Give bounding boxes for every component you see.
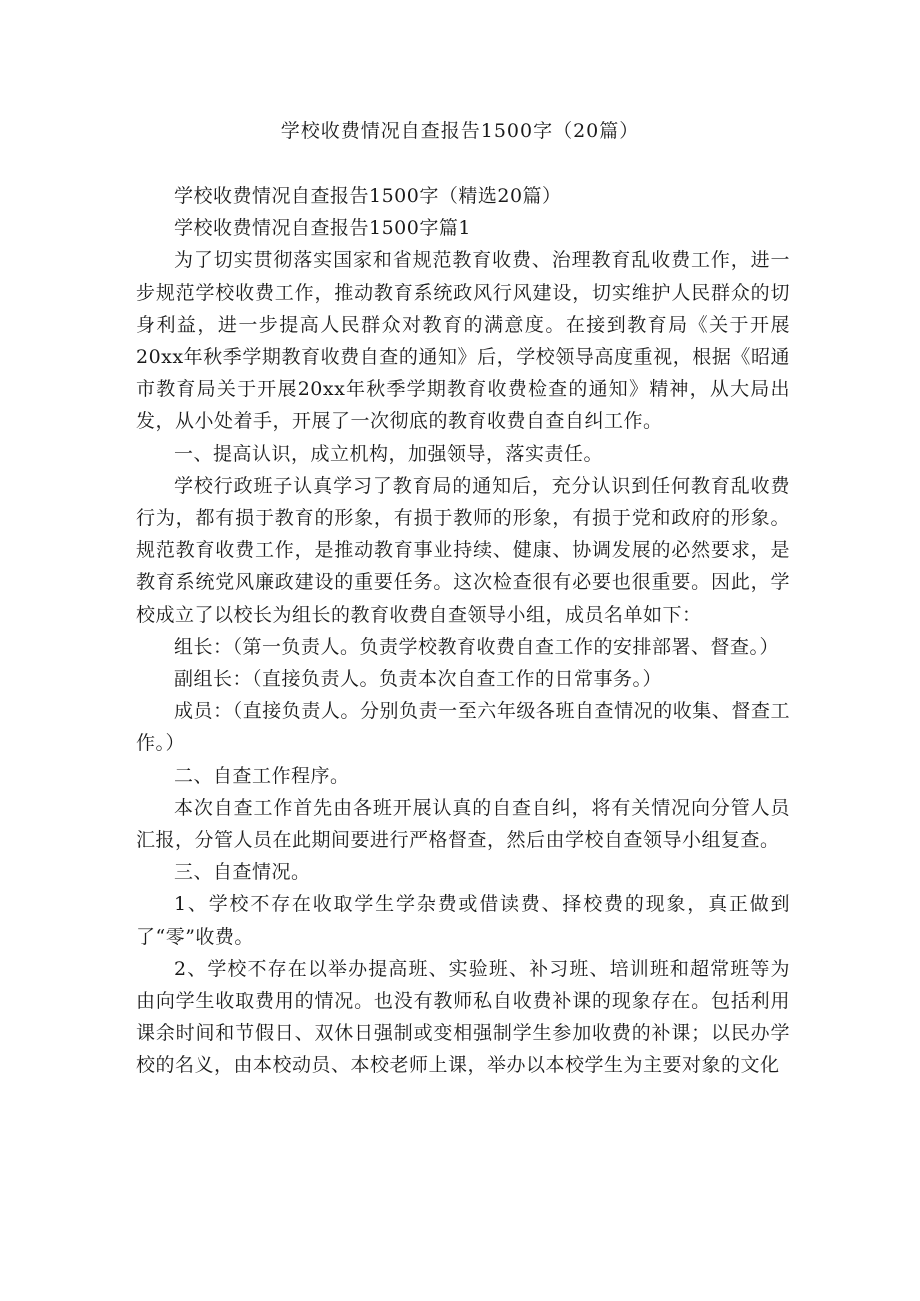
- paragraph: 为了切实贯彻落实国家和省规范教育收费、治理教育乱收费工作，进一步规范学校收费工作，推动教育系统政风行风建设，切实维护人民群众的切身利益，进一步提高人民群众对教育的满意度。在接到教育局《关于开展20xx年秋季学期教育收费自查的通知》后，学校领导高度重视，根据《昭通市教育局关于开展20xx年秋季学期教育收费检查的通知》精神，从大局出发，从小处着手，开展了一次彻底的教育收费自查自纠工作。: [136, 249, 790, 433]
- paragraph: 组长：（第一负责人。负责学校教育收费自查工作的安排部署、督查。）: [174, 635, 780, 658]
- paragraph: 副组长：（直接负责人。负责本次自查工作的日常事务。）: [174, 668, 663, 691]
- paragraph: 学校行政班子认真学习了教育局的通知后，充分认识到任何教育乱收费行为，都有损于教育的形象，有损于教师的形象，有损于党和政府的形象。规范教育收费工作，是推动教育事业持续、健康、协调发展的必然要求，是教育系统党风廉政建设的重要任务。这次检查很有必要也很重要。因此，学校成立了以校长为组长的教育收费自查领导小组，成员名单如下：: [136, 474, 790, 626]
- paragraph: 学校收费情况自查报告1500字篇1: [174, 217, 471, 240]
- paragraph: 成员：（直接负责人。分别负责一至六年级各班自查情况的收集、督查工作。）: [136, 700, 790, 755]
- section-heading: 一、提高认识，成立机构，加强领导，落实责任。: [174, 442, 604, 465]
- paragraph: 本次自查工作首先由各班开展认真的自查自纠，将有关情况向分管人员汇报，分管人员在此期间要进行严格督查，然后由学校自查领导小组复查。: [136, 796, 790, 852]
- section-heading: 二、自查工作程序。: [174, 764, 350, 787]
- document-title: 学校收费情况自查报告1500字（20篇）: [280, 120, 640, 142]
- paragraph: 1、学校不存在收取学生学杂费或借读费、择校费的现象，真正做到了“零”收费。: [136, 893, 790, 948]
- paragraph: 2、学校不存在以举办提高班、实验班、补习班、培训班和超常班等为由向学生收取费用的情况。也没有教师私自收费补课的现象存在。包括利用课余时间和节假日、双休日强制或变相强制学生参加收费的补课；以民办学校的名义，由本校动员、本校老师上课，举办以本校学生为主要对象的文化: [136, 957, 790, 1077]
- paragraph: 学校收费情况自查报告1500字（精选20篇）: [174, 185, 562, 207]
- section-heading: 三、自查情况。: [174, 861, 311, 884]
- document-body: [136, 180, 790, 1082]
